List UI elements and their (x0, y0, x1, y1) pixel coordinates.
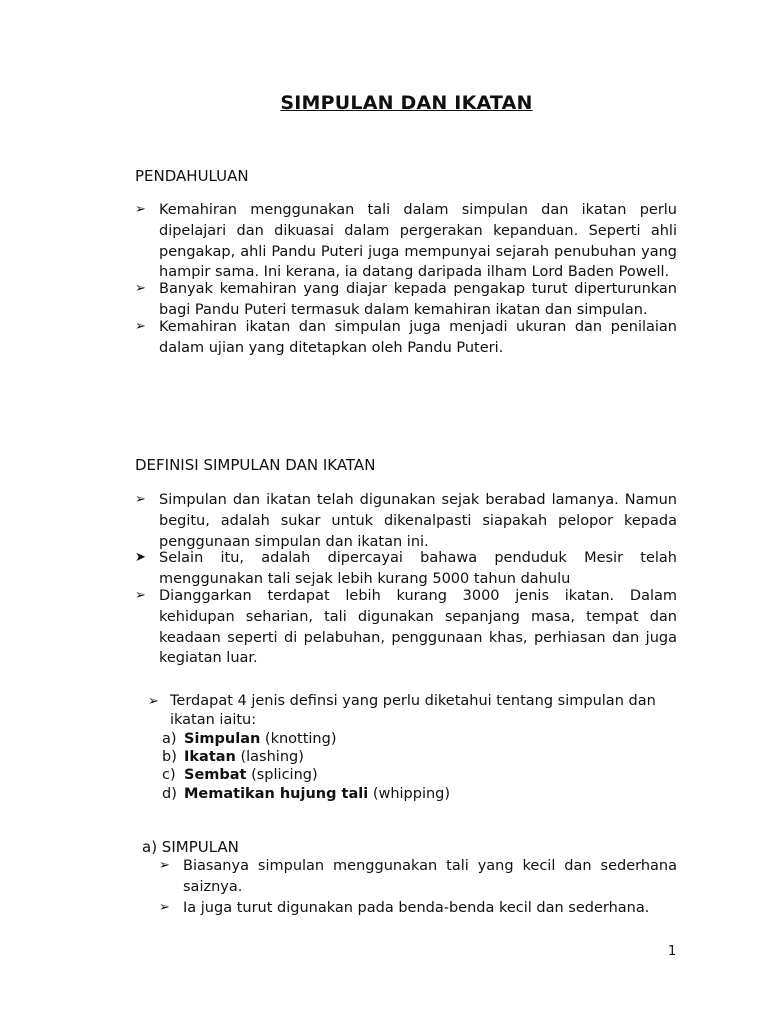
arrow-bullet-icon: ➤ (135, 550, 146, 566)
list-item: ➢ Terdapat 4 jenis definsi yang perlu diketahui tentang simpulan dan ikatan iaitu: (148, 693, 656, 728)
definition-item: c) Sembat (splicing) (162, 767, 318, 784)
arrow-bullet-icon: ➢ (148, 694, 159, 709)
list-item: ➢ Kemahiran ikatan dan simpulan juga menjadi ukuran dan penilaian dalam ujian yang ditetapkan oleh Pandu Puteri. (135, 318, 677, 356)
list-item: ➢ Ia juga turut digunakan pada benda-benda kecil dan sederhana. (159, 898, 677, 919)
section-heading-definisi: DEFINISI SIMPULAN DAN IKATAN (135, 456, 376, 474)
definition-item: a) Simpulan (knotting) (162, 731, 337, 747)
arrow-bullet-icon: ➢ (135, 281, 146, 297)
list-item: ➢ Banyak kemahiran yang diajar kepada pengakap turut diperturunkan bagi Pandu Puteri termasuk dalam kemahiran ikatan dan simpulan. (135, 281, 677, 318)
definisi-list (135, 490, 677, 669)
list-item: ➢ Dianggarkan terdapat lebih kurang 3000 jenis ikatan. Dalam kehidupan seharian, tali digunakan sepanjang masa, tempat dan keadaan seperti di pelabuhan, penggunaan khas, perhiasan dan juga kegiatan luar. (135, 587, 677, 667)
pendahuluan-list (135, 200, 677, 358)
definition-item: b) Ikatan (lashing) (162, 749, 304, 766)
arrow-bullet-icon: ➢ (159, 858, 170, 873)
definisi-types-block (148, 692, 678, 803)
section-heading-simpulan: a) SIMPULAN (142, 838, 239, 856)
arrow-bullet-icon: ➢ (135, 202, 146, 217)
list-item: ➢ Kemahiran menggunakan tali dalam simpulan dan ikatan perlu dipelajari dan dikuasai dalam pergerakan kepanduan. Seperti ahli pengakap, ahli Pandu Puteri juga mempunyai sejarah penubuhan yang hampir sama. Ini kerana, ia datang daripada ilham Lord Baden Powell. (135, 202, 677, 281)
definition-types-list (162, 730, 678, 803)
section-heading-pendahuluan: PENDAHULUAN (135, 167, 249, 185)
definition-item: d) Mematikan hujung tali (whipping) (162, 785, 451, 802)
list-item: ➢ Simpulan dan ikatan telah digunakan sejak berabad lamanya. Namun begitu, adalah sukar untuk dikenalpasti siapakah pelopor kepada penggunaan simpulan dan ikatan ini. (135, 492, 677, 550)
list-item: ➢ Biasanya simpulan menggunakan tali yang kecil dan sederhana saiznya. (159, 858, 677, 895)
list-item: ➤ Selain itu, adalah dipercayai bahawa penduduk Mesir telah menggunakan tali sejak lebih kurang 5000 tahun dahulu (135, 550, 677, 588)
arrow-bullet-icon: ➢ (159, 899, 170, 915)
arrow-bullet-icon: ➢ (135, 318, 146, 334)
simpulan-list (159, 856, 677, 918)
arrow-bullet-icon: ➢ (135, 587, 146, 603)
arrow-bullet-icon: ➢ (135, 492, 146, 507)
page-number: 1 (668, 944, 677, 959)
document-title: SIMPULAN DAN IKATAN (280, 92, 533, 114)
